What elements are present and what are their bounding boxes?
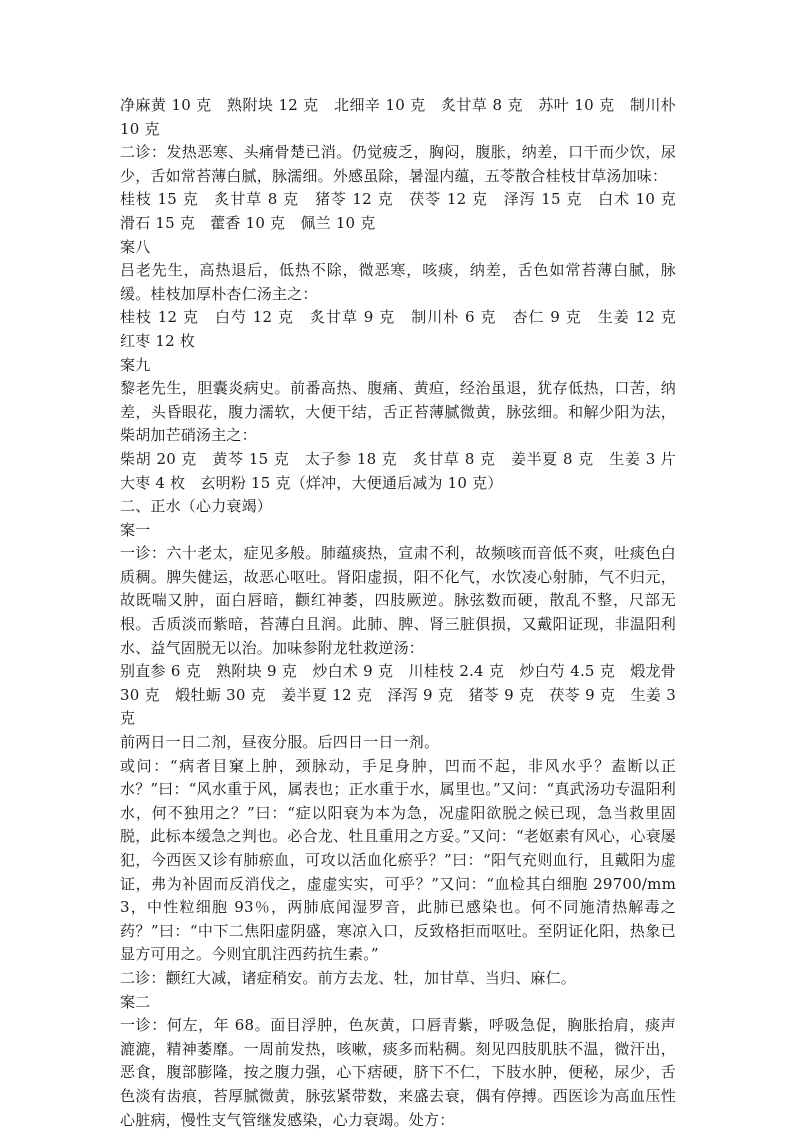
dosage-note: 前两日一日二剂，昼夜分服。后四日一日一剂。 — [120, 733, 440, 752]
second-visit-paragraph: 二诊：发热恶寒、头痛骨楚已消。仍觉疲乏，胸闷，腹胀，纳差，口干而少饮，尿少，舌如常苔薄白腻，脉濡细。外感虽除，暑湿内蕴，五苓散合桂枝甘草汤加味： — [120, 143, 676, 185]
discussion-paragraph: 或问：“病者目窠上肿，颈脉动，手足身肿，凹而不起，非风水乎？盍断以正水？”曰：“风水重于风，属表也；正水重于水，属里也。”又问：“真武汤功专温阳利水，何不独用之？”曰：“症以阳衰为本为急，况虚阳欲脱之候已现，急当救里固脱，此标本缓急之判也。必合龙、牡且重用之方妥。”又问：“老妪素有风心，心衰屡犯，今西医又诊有肺瘀血，可攻以活血化瘀乎？”曰：“阳气充则血行，且戴阳为虚证，弗为补固而反消伐之，虚虚实实，可乎？”又问：“血检其白细胞 29700/mm3，中性粒细胞 93％，两肺底闻湿罗音，此肺已感染也。何不同施清热解毒之药？”曰：“中下二焦阳虚阴盛，寒凉入口，反致格拒而呕吐。至阴证化阳，热象已显方可用之。今则宜肌注西药抗生素。” — [120, 756, 676, 964]
case-heading: 案二 — [120, 992, 151, 1011]
prescription-line: 桂枝 12 克 白芍 12 克 炙甘草 9 克 制川朴 6 克 杏仁 9 克 生姜 12 克 红枣 12 枚 — [120, 308, 692, 350]
second-visit-paragraph: 二诊：颧红大减，诸症稍安。前方去龙、牡，加甘草、当归、麻仁。 — [120, 968, 577, 987]
first-visit-paragraph: 一诊：何左，年 68。面目浮肿，色灰黄，口唇青紫，呼吸急促，胸胀抬肩，痰声漉漉，精神萎靡。一周前发热，咳嗽，痰多而粘稠。刻见四肢肌肤不温，微汗出，恶食，腹部膨隆，按之腹力强，心下痞硬，脐下不仁，下肢水肿，便秘，尿少，舌色淡有齿痕，苔厚腻微黄，脉弦紧带数，来盛去衰，偶有停搏。西医诊为高血压性心脏病，慢性支气管继发感染，心力衰竭。处方： — [120, 1016, 676, 1129]
section-heading: 二、正水（心力衰竭） — [120, 497, 273, 516]
prescription-line: 净麻黄 10 克 熟附块 12 克 北细辛 10 克 炙甘草 8 克 苏叶 10 克 制川朴 10 克 — [120, 96, 676, 138]
case-heading: 案九 — [120, 355, 151, 374]
case-paragraph: 黎老先生，胆囊炎病史。前番高热、腹痛、黄疸，经治虽退，犹存低热，口苦，纳差，头昏眼花，腹力濡软，大便干结，舌正苔薄腻微黄，脉弦细。和解少阳为法，柴胡加芒硝汤主之： — [120, 379, 676, 445]
prescription-line: 桂枝 15 克 炙甘草 8 克 猪苓 12 克 茯苓 12 克 泽泻 15 克 白术 10 克 滑石 15 克 藿香 10 克 佩兰 10 克 — [120, 190, 692, 232]
case-paragraph: 吕老先生，高热退后，低热不除，微恶寒，咳痰，纳差，舌色如常苔薄白腻，脉缓。桂枝加厚朴杏仁汤主之： — [120, 261, 676, 303]
prescription-line: 柴胡 20 克 黄芩 15 克 太子参 18 克 炙甘草 8 克 姜半夏 8 克 生姜 3 片 大枣 4 枚 玄明粉 15 克（烊冲，大便通后减为 10 克） — [120, 449, 692, 492]
case-heading: 案八 — [120, 237, 151, 256]
first-visit-paragraph: 一诊：六十老太，症见多般。肺蕴痰热，宣肃不利，故频咳而音低不爽，吐痰色白质稠。脾失健运，故恶心呕吐。肾阳虚损，阳不化气，水饮凌心射肺，气不归元，故既喘又肿，面白唇暗，颧红神萎，四肢厥逆。脉弦数而硬，散乱不整，尺部无根。舌质淡而紫暗，苔薄白且润。此肺、脾、肾三脏俱损，又戴阳证现，非温阳利水、益气固脱无以治。加味参附龙牡救逆汤： — [120, 544, 676, 657]
document-page — [120, 94, 692, 1132]
case-heading: 案一 — [120, 520, 151, 539]
prescription-line: 别直参 6 克 熟附块 9 克 炒白术 9 克 川桂枝 2.4 克 炒白芍 4.5 克 煅龙骨 30 克 煅牡蛎 30 克 姜半夏 12 克 泽泻 9 克 猪苓 9 克 茯苓 9 克 生姜 3 克 — [120, 662, 676, 728]
